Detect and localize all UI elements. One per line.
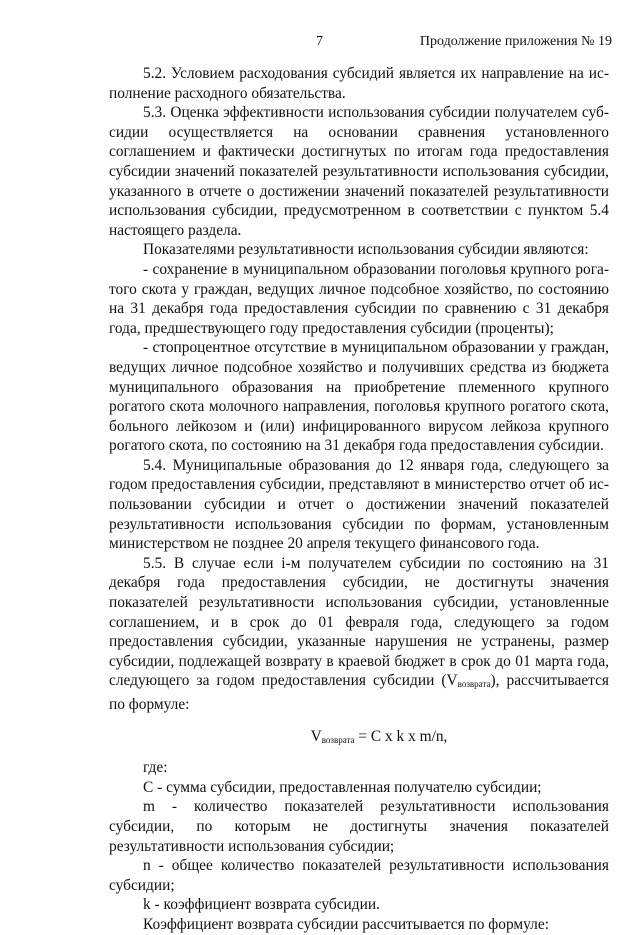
indicator-item-2: - стопроцентное отсутствие в муниципальном образовании у граждан, ведущих личное подсобное хозяйство и получивших средства из бюджета муниципального образования на приобретение племенного крупного рогатого скота молочного направления, поголовья крупного рогатого скота, больного лейкозом и (или) инфицированного вирусом лейкоза крупного рогатого скота, по состоянию на 31 декабря года предоставления субсидии. (109, 339, 609, 455)
paragraph-5-3: 5.3. Оценка эффективности использования субсидии получателем субсидии осуществляется на основании сравнения установленного соглашением и фактически достигнутых по итогам года предоставления субсидии значений показателей результативности использования субсидии, указанного в отчете о достижении значений показателей результативности использования субсидии, предусмотренном в соответствии с пунктом 5.4 настоящего раздела. (109, 104, 609, 239)
definition-n: n - общее количество показателей результативности использования субсидии; (109, 857, 609, 894)
refund-formula (109, 727, 609, 751)
paragraph-5-5 (109, 554, 609, 715)
definition-k: k - коэффициент возврата субсидии. (143, 896, 380, 914)
definition-m: m - количество показателей результативности использования субсидии, по которым не достигнуты значения показателей результативности использования субсидии; (109, 798, 609, 855)
coefficient-text: Коэффициент возврата субсидии рассчитывается по формуле: (143, 915, 549, 933)
paragraph-5-5-end: ), рассчитывается по формуле: (109, 672, 609, 713)
paragraph-5-5-text: 5.5. В случае если i-м получателем субсидии по состоянию на 31 декабря года предоставления субсидии, не достигнуты значения показателей результативности использования субсидии, установленные соглашением, и в срок до 01 февраля года, следующего за годом предоставления субсидии, указанные нарушения не устранены, размер субсидии, подлежащей возврату в краевой бюджет в срок до 01 марта года, следующего за годом предоставления субсидии (V (109, 554, 609, 690)
definition-c: C - сумма субсидии, предоставленная получателю субсидии; (143, 778, 542, 796)
formula-subscript: возврата (321, 734, 355, 745)
paragraph-5-5-subscript: возврата (457, 679, 491, 690)
formula-v: V (310, 727, 322, 745)
paragraph-5-2: 5.2. Условием расходования субсидий является их направление на исполнение расходного обязательства. (109, 65, 609, 102)
indicators-intro: Показателями результативности использования субсидии являются: (143, 241, 589, 259)
indicator-item-1: - сохранение в муниципальном образовании поголовья крупного рогатого скота у граждан, ведущих личное подсобное хозяйство, по состоянию на 31 декабря года предоставления субсидии по сравнению с 31 декабря года, предшествующего году предоставления субсидии (проценты); (109, 260, 609, 337)
paragraph-5-4: 5.4. Муниципальные образования до 12 января года, следующего за годом предоставления субсидии, представляют в министерство отчет об использовании субсидии и отчет о достижении значений показателей результативности использования субсидии по формам, установленным министерством не позднее 20 апреля текущего финансового года. (109, 456, 609, 553)
document-body (109, 64, 609, 935)
page-number: 7 (316, 34, 323, 49)
formula-expression: = C x k x m/n, (354, 727, 448, 745)
where-label: где: (143, 759, 168, 777)
appendix-continuation-label: Продолжение приложения № 19 (419, 34, 612, 49)
